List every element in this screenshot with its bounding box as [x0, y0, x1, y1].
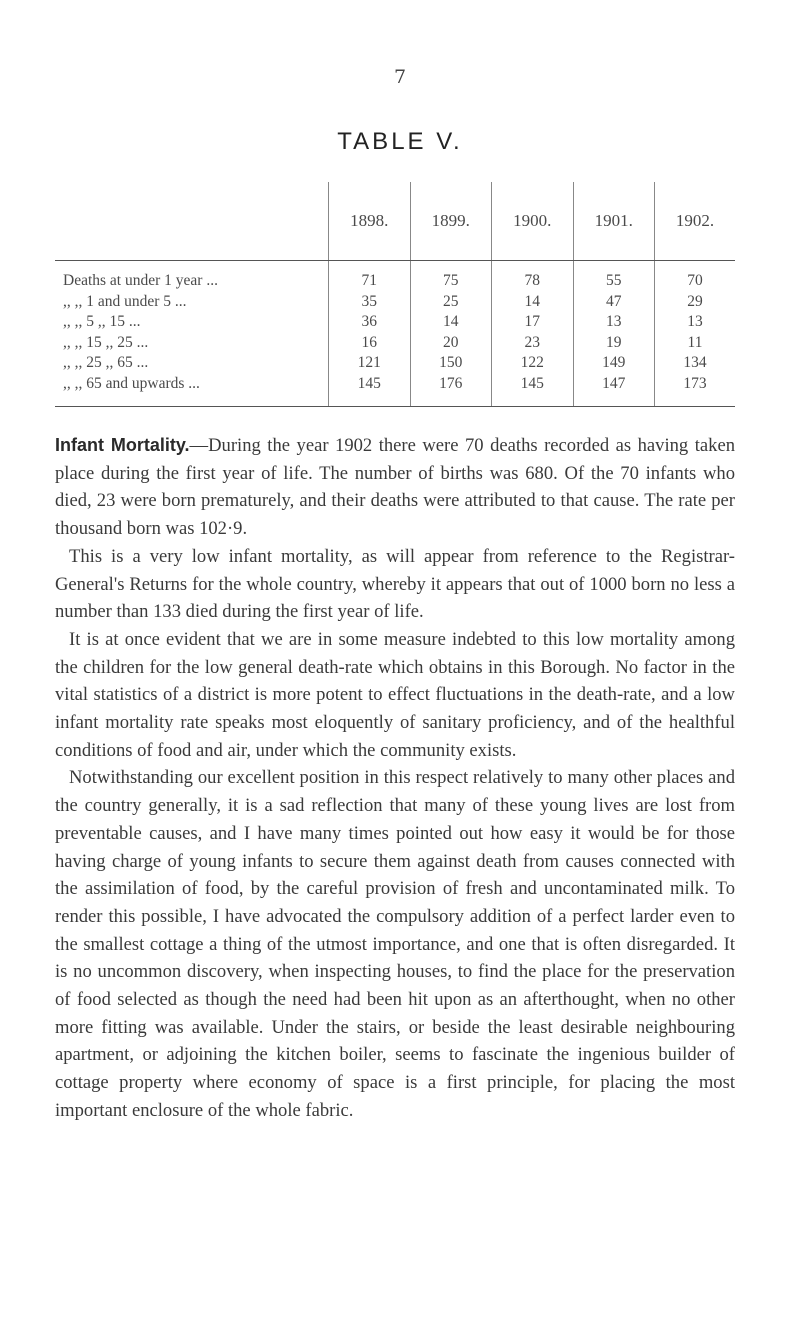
deaths-by-age-table [55, 182, 735, 407]
table-cell: 176 [410, 374, 492, 407]
header-year: 1898. [329, 182, 411, 261]
row-label: ,, ,, 65 and upwards ... [55, 374, 329, 407]
table-cell: 25 [410, 292, 492, 313]
table-cell: 121 [329, 353, 411, 374]
table-cell: 17 [492, 312, 574, 333]
table-cell: 13 [655, 312, 736, 333]
table-cell: 150 [410, 353, 492, 374]
section-heading: Infant Mortality. [55, 435, 190, 455]
page-number: 7 [393, 66, 407, 88]
table-cell: 13 [573, 312, 655, 333]
header-blank-cell [55, 182, 329, 261]
table-row [55, 292, 735, 313]
row-label: Deaths at under 1 year ... [63, 272, 218, 290]
table-cell: 14 [492, 292, 574, 313]
table-cell: 35 [329, 292, 411, 313]
table-cell: 11 [655, 333, 736, 354]
article-paragraph: This is a very low infant mortality, as will appear from reference to the Registrar-General's Returns for the whole country, whereby it appears that out of 1000 born no less a number than 133 died during the first year of life. [55, 545, 735, 623]
article-paragraph: It is at once evident that we are in some measure indebted to this low mortality among the children for the low general death-rate which obtains in this Borough. No factor in the vital statistics of a district is more potent to effect fluctuations in the death-rate, and a low infant mortality rate speaks most eloquently of sanitary proficiency, and of the healthful conditions of food and air, under which the community exists. [55, 628, 735, 761]
table-row [55, 261, 735, 292]
table-cell: 147 [573, 374, 655, 407]
table-cell: 16 [329, 333, 411, 354]
table-cell: 55 [573, 261, 655, 292]
table-cell: 29 [655, 292, 736, 313]
table-title: TABLE V. [337, 128, 463, 155]
table-row [55, 374, 735, 407]
table-header-row [55, 182, 735, 261]
table-cell: 23 [492, 333, 574, 354]
table-cell: 75 [410, 261, 492, 292]
table-cell: 71 [329, 261, 411, 292]
table-cell: 173 [655, 374, 736, 407]
article-body [55, 432, 735, 1125]
row-label: ,, ,, 5 ,, 15 ... [63, 313, 141, 331]
table-cell: 145 [492, 374, 574, 407]
header-year: 1900. [492, 182, 574, 261]
article-paragraph: Notwithstanding our excellent position in this respect relatively to many other places and the country generally, it is a sad reflection that many of these young lives are lost from preventable causes, and I have many times pointed out how easy it would be for those having charge of young infants to secure them against death from causes connected with the assimilation of food, by the careful provision of fresh and uncontaminated milk. To render this possible, I have advocated the compulsory addition of a perfect larder even to the smallest cottage a thing of the utmost importance, and one that is often disregarded. It is no uncommon discovery, when inspecting houses, to find the place for the preservation of food selected as though the need had been hit upon as an afterthought, when no other more fitting was available. Under the stairs, or beside the least desirable neighbouring apartment, or adjoining the kitchen boiler, seems to fascinate the ingenious builder of cottage property where economy of space is a first principle, for placing the most important enclosure of the whole fabric. [55, 767, 735, 1121]
row-label: ,, ,, 15 ,, 25 ... [63, 333, 149, 351]
table-cell: 78 [492, 261, 574, 292]
table-cell: 134 [655, 353, 736, 374]
article-paragraph [55, 432, 735, 543]
table-cell: 149 [573, 353, 655, 374]
table-cell: 19 [573, 333, 655, 354]
table-cell: 36 [329, 312, 411, 333]
table-row [55, 333, 735, 354]
row-label: ,, ,, 25 ,, 65 ... [63, 354, 149, 372]
table-cell: 20 [410, 333, 492, 354]
row-label: ,, ,, 1 and under 5 ... [63, 292, 187, 310]
table-cell: 70 [655, 261, 736, 292]
table-cell: 145 [329, 374, 411, 407]
header-year: 1902. [655, 182, 736, 261]
header-year: 1899. [410, 182, 492, 261]
table-cell: 14 [410, 312, 492, 333]
paragraph-text: —During the year 1902 there were 70 deaths recorded as having taken place during the first year of life. The number of births was 680. Of the 70 infants who died, 23 were born prematurely, and their deaths were attributed to that cause. The rate per thousand born was 102·9. [55, 435, 736, 540]
table-row [55, 353, 735, 374]
header-year: 1901. [573, 182, 655, 261]
table-cell: 47 [573, 292, 655, 313]
table-row [55, 312, 735, 333]
table-cell: 122 [492, 353, 574, 374]
